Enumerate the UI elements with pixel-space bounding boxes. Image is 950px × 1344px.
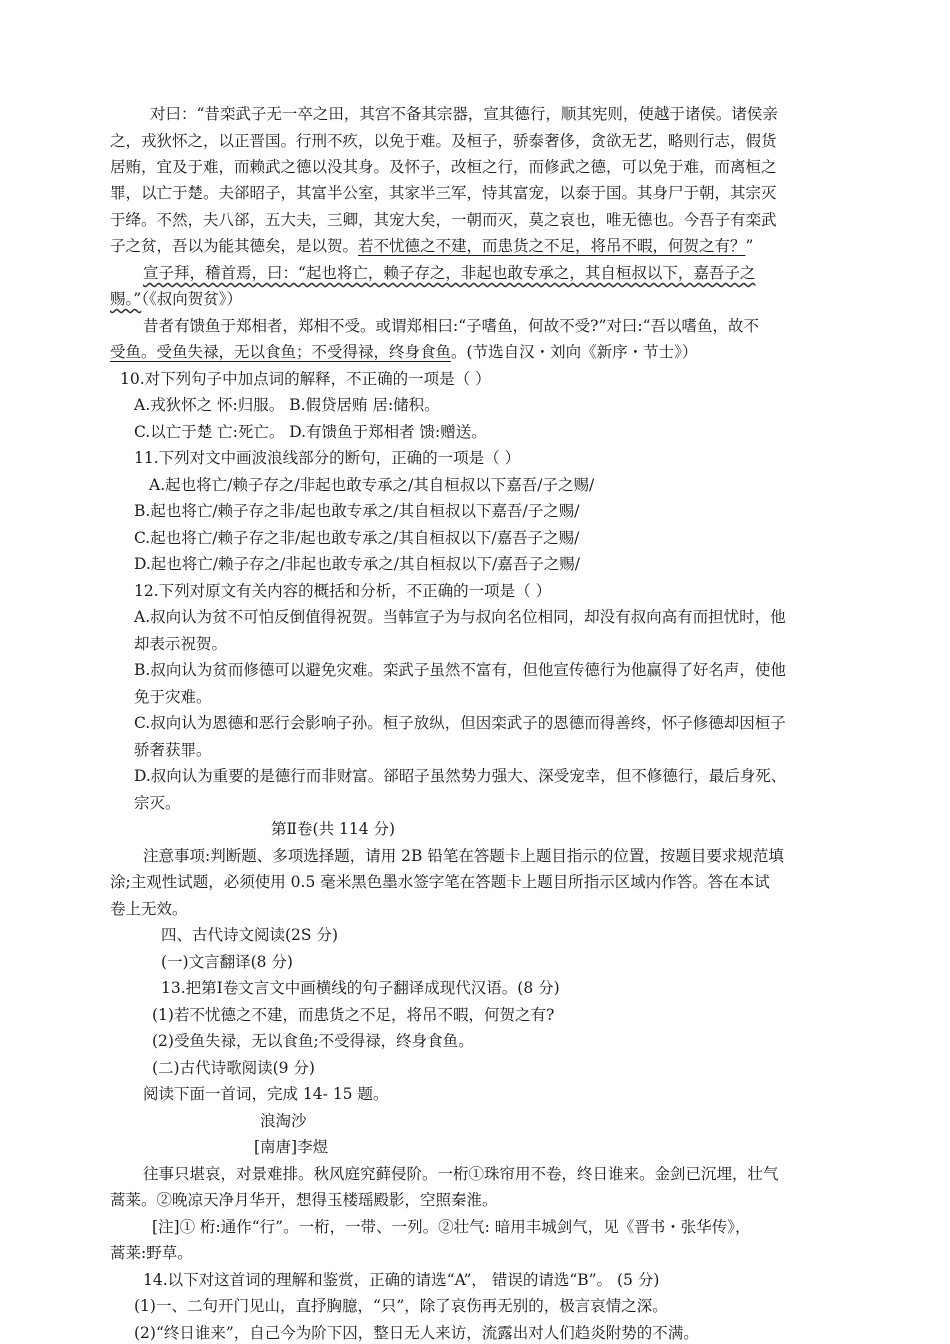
section-2-title: 第Ⅱ卷(共 114 分) [271,820,396,838]
q13-item1: (1)若不忧德之不建，而患货之不足，将吊不暇，何贺之有? [152,1006,555,1024]
source-title: （《叔向贺贫》） [141,290,242,308]
q11-stem: 11.下列对文中画波浪线部分的断句，正确的一项是（ ） [134,449,521,467]
instructions-line3: 卷上无效。 [110,900,188,918]
poem-note-line2: 蒿莱:野草。 [110,1244,193,1262]
part4-sub1: (一)文言翻译(8 分) [161,953,293,971]
q12-option-d-line1: D.叔向认为重要的是德行而非财富。郤昭子虽然势力强大、深受宠幸，但不修德行，最后身死、 [134,767,787,785]
passage-p1-line6 [110,235,753,257]
part4-sub2: (二)古代诗歌阅读(9 分) [152,1059,315,1077]
q14-item1: (1)一、二句开门见山，直抒胸臆，“只”，除了哀伤再无别的，极言哀情之深。 [134,1297,668,1315]
poem-author: [南唐]李煜 [254,1138,329,1156]
q10-stem: 10.对下列句子中加点词的解释，不正确的一项是（ ） [120,370,491,388]
poem-intro: 阅读下面一首词，完成 14- 15 题。 [143,1085,389,1103]
q12-option-c-line1: C.叔向认为恩德和恶行会影响子孙。桓子放纵，但因栾武子的恩德而得善终，怀子修德却因桓子 [134,714,786,732]
q12-option-a-line2: 却表示祝贺。 [134,635,228,653]
q12-option-c-line2: 骄奢获罪。 [134,741,212,759]
q10-options-row2: C.以亡于楚 亡:死亡。 D.有馈鱼于郑相者 馈:赠送。 [134,423,487,441]
passage-p3-line1: 昔者有馈鱼于郑相者，郑相不受。或谓郑相曰:“子嗜鱼，何故不受?”对曰:“吾以嗜鱼，故不 [143,317,760,335]
q11-option-a: A.起也将亡/赖子存之/非起也敢专承之/其自桓叔以下嘉吾/子之赐/ [149,476,595,494]
passage-p3-line2 [110,341,697,363]
q13-stem: 13.把第Ⅰ卷文言文中画横线的句子翻译成现代汉语。(8 分) [161,979,560,997]
q11-option-b: B.起也将亡/赖子存之非/起也敢专承之/其自桓叔以下嘉吾/子之赐/ [134,502,580,520]
poem-note-line1: [注]① 桁:通作“行”。一桁，一带、一列。②壮气: 暗用丰城剑气，见《晋书・张华传》， [152,1218,751,1236]
passage-p1-line4: 罪，以亡于楚。夫郤昭子，其富半公室，其家半三军，恃其富宠，以泰于国。其身尸于朝，其宗灭 [110,184,777,202]
q12-option-a-line1: A.叔向认为贫不可怕反倒值得祝贺。当韩宣子为与叔向名位相同，却没有叔向高有而担忧时，他 [134,608,786,626]
q12-option-b-line1: B.叔向认为贫而修德可以避免灾难。栾武子虽然不富有，但他宣传德行为他赢得了好名声，使他 [134,661,786,679]
passage-p2-line2 [110,288,242,310]
q12-stem: 12.下列对原文有关内容的概括和分析，不正确的一项是（ ） [134,582,552,600]
source-citation: 。(节选自汉・刘向《新序・节士》） [451,343,698,361]
instructions-line2: 涂;主观性试题，必须使用 0.5 毫米黑色墨水签字笔在答题卡上题目所指示区域内作答。答在本试 [110,873,770,891]
q11-option-c: C.起也将亡/赖子存之非/起也敢专承之/其自桓叔以下/嘉吾子之赐/ [134,529,580,547]
poem-line1: 往事只堪哀，对景难排。秋风庭究藓侵阶。一桁①珠帘用不卷，终日谁来。金剑已沉埋，壮气 [143,1165,779,1183]
q11-option-d: D.起也将亡/赖子存之/非起也敢专承之/其自桓叔以下/嘉吾子之赐/ [134,555,580,573]
passage-p1-line6-plain: 子之贫，吾以为能其德矣，是以贺。 [110,237,359,255]
passage-p1-line1: 对曰：“昔栾武子无一卒之田，其宫不备其宗器，宣其德行，顺其宪则，使越于诸侯。诸侯亲 [150,105,778,123]
q13-item2: (2)受鱼失禄，无以食鱼;不受得禄，终身食鱼。 [152,1032,474,1050]
poem-title: 浪淘沙 [260,1112,307,1130]
q14-stem: 14.以下对这首词的理解和鉴赏，正确的请选“A”， 错误的请选“B”。 (5 分) [143,1271,660,1289]
q10-options-row1: A.戎狄怀之 怀:归服。 B.假贷居贿 居:储积。 [134,396,440,414]
q14-item2: (2)“终日谁来”，自己今为阶下囚，整日无人来访，流露出对人们趋炎附势的不满。 [134,1324,699,1342]
passage-p1-line5: 于绛。不然，夫八郤，五大夫，三卿，其宠大矣，一朝而灭，莫之哀也，唯无德也。今吾子有栾武 [110,211,777,229]
underlined-sentence-1: 若不忧德之不建，而患货之不足，将吊不暇，何贺之有？ [358,237,746,255]
passage-p2-line1 [143,262,755,284]
passage-p1-line2: 之，戎狄怀之，以正晋国。行刑不疚，以免于难。及桓子，骄泰奢侈，贪欲无艺，略则行志，假货 [110,132,777,150]
poem-line2: 蒿莱。②晚凉天净月华开，想得玉楼瑶殿影，空照秦淮。 [110,1191,498,1209]
wavy-passage-start: 宣子拜，稽首焉，曰：“起也将亡，赖子存之，非起也敢专承之，其自桓叔以下，嘉吾子之 [143,264,756,282]
closing-quote: ” [745,237,754,255]
underlined-sentence-2: 受鱼。受鱼失禄，无以食鱼；不受得禄，终身食鱼 [110,343,452,361]
q12-option-b-line2: 免于灾难。 [134,688,212,706]
passage-p1-line3: 居贿，宜及于难，而赖武之德以没其身。及怀子，改桓之行，而修武之德，可以免于难，而离桓之 [110,158,777,176]
instructions-line1: 注意事项:判断题、多项选择题，请用 2B 铅笔在答题卡上题目指示的位置，按题目要求规范填 [143,847,784,865]
part4-heading: 四、古代诗文阅读(2S 分) [161,926,339,944]
q12-option-d-line2: 宗灭。 [134,794,181,812]
wavy-passage-end: 赐。” [110,290,142,308]
